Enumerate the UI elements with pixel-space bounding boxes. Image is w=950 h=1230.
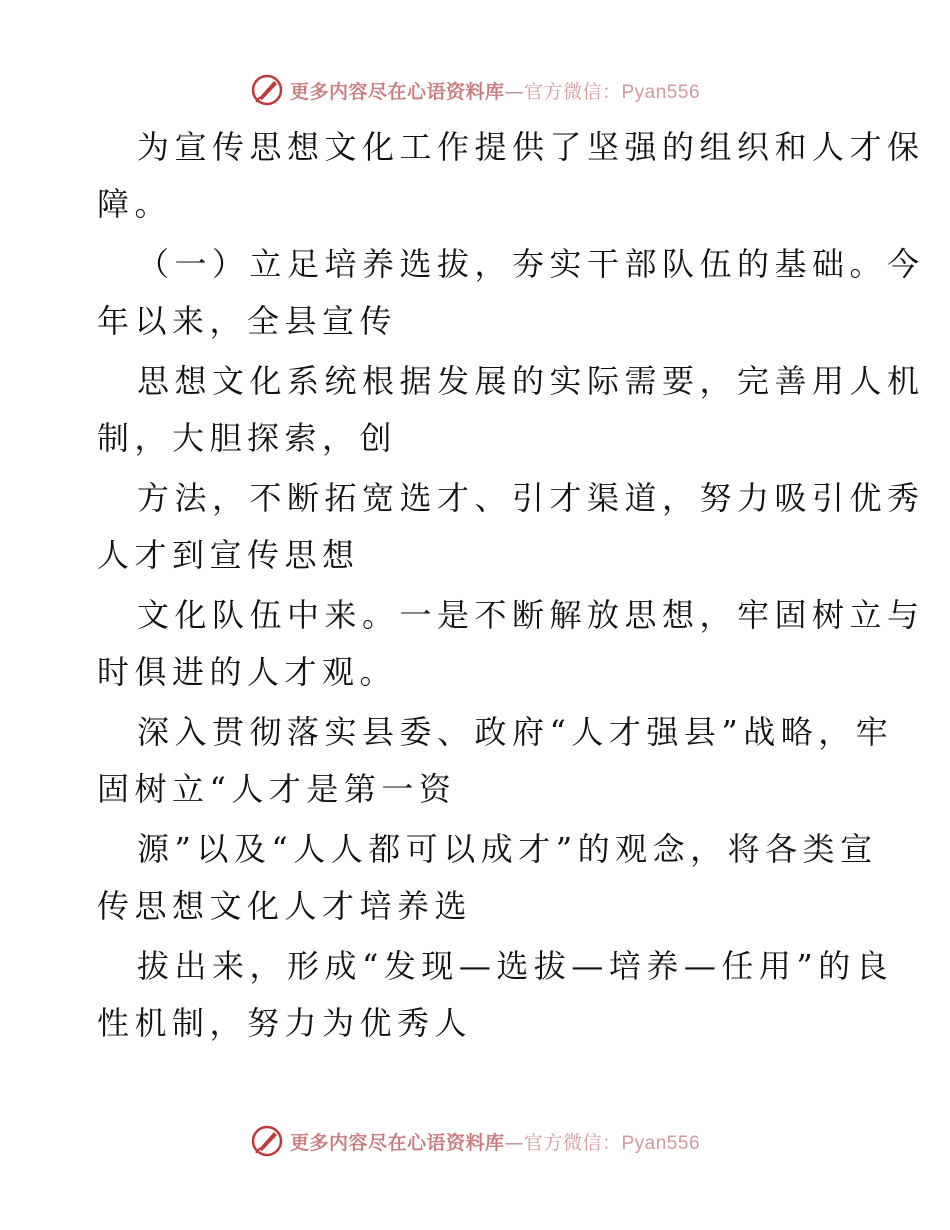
text-line: （一）立足培养选拔，夯实干部队伍的基础。今 bbox=[137, 245, 925, 283]
quill-pen-circle-icon bbox=[250, 73, 284, 107]
text-line: 人才到宣传思想 bbox=[97, 536, 360, 574]
text-line: 文化队伍中来。一是不断解放思想，牢固树立与 bbox=[137, 596, 925, 634]
text-line: 深入贯彻落实县委、政府“人才强县”战略，牢 bbox=[137, 713, 894, 751]
text-line: 拔出来，形成“发现—选拔—培养—任用”的良 bbox=[137, 947, 894, 985]
text-line: 为宣传思想文化工作提供了坚强的组织和人才保 bbox=[137, 128, 925, 166]
watermark-library: 更多内容尽在心语资料库 bbox=[289, 80, 505, 103]
watermark-text bbox=[290, 77, 700, 104]
text-line: 方法，不断拓宽选才、引才渠道，努力吸引优秀 bbox=[137, 479, 925, 517]
text-line: 性机制，努力为优秀人 bbox=[97, 1004, 473, 1042]
text-line: 源”以及“人人都可以成才”的观念，将各类宣 bbox=[137, 830, 878, 868]
watermark-wechat-id: Pyan556 bbox=[621, 1132, 701, 1154]
text-line: 制，大胆探索，创 bbox=[97, 419, 398, 457]
text-line: 传思想文化人才培养选 bbox=[97, 887, 473, 925]
watermark-text bbox=[290, 1128, 700, 1155]
watermark-separator: — bbox=[504, 80, 524, 103]
text-line: 固树立“人才是第一资 bbox=[97, 770, 457, 808]
watermark-wechat-label: 官方微信： bbox=[523, 1131, 622, 1154]
quill-pen-circle-icon bbox=[250, 1124, 284, 1158]
watermark-wechat-label: 官方微信： bbox=[523, 80, 622, 103]
watermark-header bbox=[0, 70, 950, 110]
text-line: 思想文化系统根据发展的实际需要，完善用人机 bbox=[137, 362, 925, 400]
watermark-wechat-id: Pyan556 bbox=[621, 81, 701, 103]
text-line: 时俱进的人才观。 bbox=[97, 653, 398, 691]
watermark-separator: — bbox=[504, 1131, 524, 1154]
watermark-footer bbox=[0, 1121, 950, 1161]
text-line: 年以来，全县宣传 bbox=[97, 302, 398, 340]
watermark-library: 更多内容尽在心语资料库 bbox=[289, 1131, 505, 1154]
text-line: 障。 bbox=[97, 185, 173, 223]
